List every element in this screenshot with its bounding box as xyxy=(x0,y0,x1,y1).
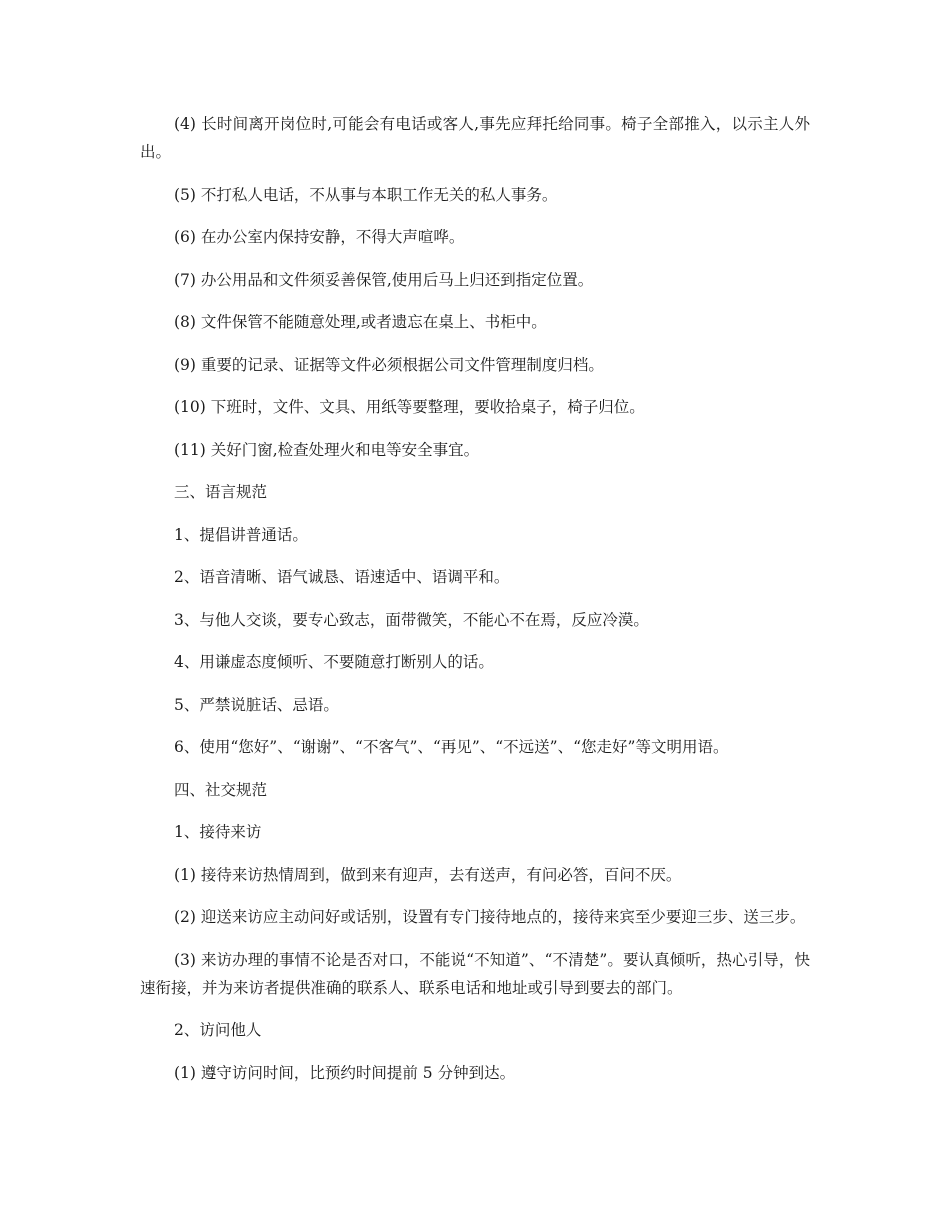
language-rule-1: 1、提倡讲普通话。 xyxy=(174,525,308,544)
subheading-reception: 1、接待来访 xyxy=(174,823,262,841)
paragraph-item-4: (4) 长时间离开岗位时,可能会有电话或客人,事先应拜托给同事。椅子全部推入，以示主人外出。 xyxy=(140,115,810,161)
visiting-rule-1: (1) 遵守访问时间，比预约时间提前 5 分钟到达。 xyxy=(174,1063,516,1082)
paragraph-item-8: (8) 文件保管不能随意处理,或者遗忘在桌上、书柜中。 xyxy=(174,313,547,331)
section-heading-language: 三、语言规范 xyxy=(174,483,268,501)
language-rule-6: 6、使用“您好”、“谢谢”、“不客气”、“再见”、“不远送”、“您走好”等文明用语。 xyxy=(174,738,729,756)
paragraph-item-5: (5) 不打私人电话，不从事与本职工作无关的私人事务。 xyxy=(174,185,558,204)
paragraph-item-6: (6) 在办公室内保持安静，不得大声喧哗。 xyxy=(174,228,465,246)
language-rule-5: 5、严禁说脏话、忌语。 xyxy=(174,695,339,714)
document-page xyxy=(140,110,810,1101)
paragraph-item-11: (11) 关好门窗,检查处理火和电等安全事宜。 xyxy=(174,440,480,459)
language-rule-4: 4、用谦虚态度倾听、不要随意打断别人的话。 xyxy=(174,653,494,671)
language-rule-2: 2、语音清晰、语气诚恳、语速适中、语调平和。 xyxy=(174,568,510,586)
section-heading-social: 四、社交规范 xyxy=(174,780,268,799)
language-rule-3: 3、与他人交谈，要专心致志，面带微笑，不能心不在焉，反应冷漠。 xyxy=(174,610,649,629)
paragraph-item-7: (7) 办公用品和文件须妥善保管,使用后马上归还到指定位置。 xyxy=(174,270,594,289)
reception-rule-3: (3) 来访办理的事情不论是否对口，不能说“不知道”、“不清楚”。要认真倾听，热心引导，快速衔接，并为来访者提供准确的联系人、联系电话和地址或引导到要去的部门。 xyxy=(140,950,810,997)
paragraph-item-9: (9) 重要的记录、证据等文件必须根据公司文件管理制度归档。 xyxy=(174,355,604,374)
reception-rule-1: (1) 接待来访热情周到，做到来有迎声，去有送声，有问必答，百问不厌。 xyxy=(174,865,682,884)
subheading-visiting: 2、访问他人 xyxy=(174,1021,262,1039)
reception-rule-2: (2) 迎送来访应主动问好或话别，设置有专门接待地点的，接待来宾至少要迎三步、送三步。 xyxy=(174,908,806,926)
paragraph-item-10: (10) 下班时，文件、文具、用纸等要整理，要收拾桌子，椅子归位。 xyxy=(174,398,645,416)
